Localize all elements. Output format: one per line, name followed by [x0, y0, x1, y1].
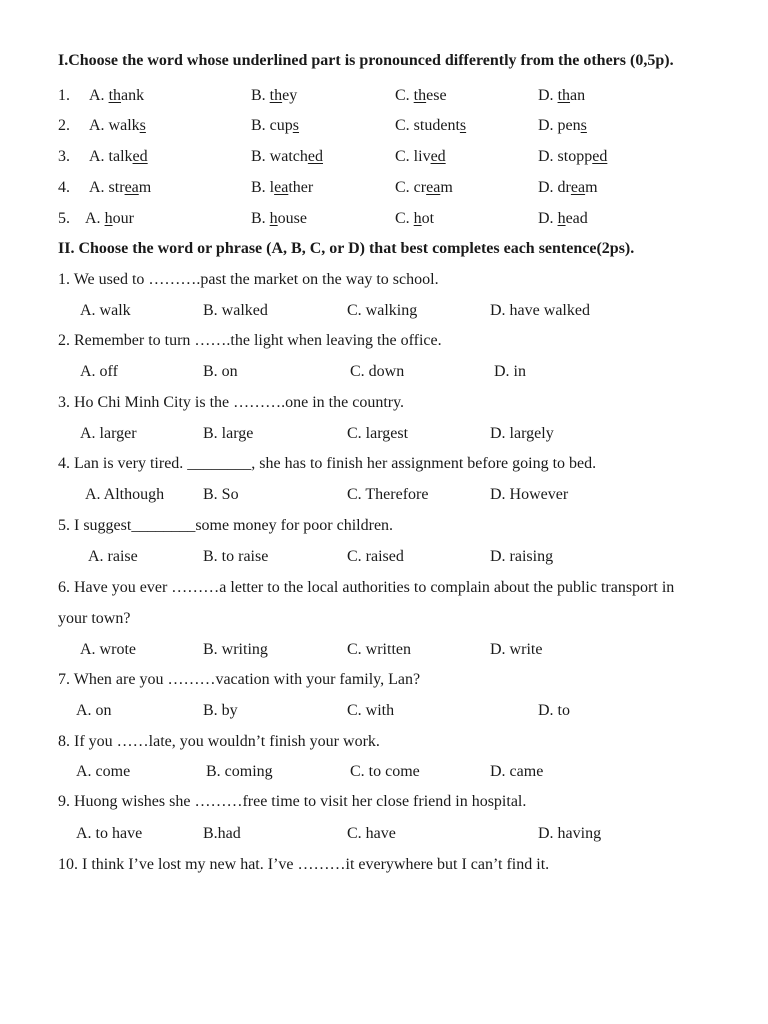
option-b: B. coming — [206, 763, 273, 780]
option-a: A. come — [76, 763, 131, 780]
option-d: D. write — [490, 641, 543, 658]
option-c: C. these — [395, 87, 447, 104]
question-8-stem: 8. If you ……late, you wouldn’t finish your work. — [58, 733, 380, 750]
question-4-stem: 4. Lan is very tired. ________, she has to finish her assignment before going to bed. — [58, 455, 597, 472]
question-2-stem: 2. Remember to turn …….the light when leaving the office. — [58, 332, 442, 349]
option-d: D. to — [538, 702, 570, 719]
question-5-stem: 5. I suggest________some money for poor children. — [58, 517, 394, 534]
question-1-stem: 1. We used to ……….past the market on the way to school. — [58, 271, 439, 288]
option-b: B. walked — [203, 302, 268, 319]
option-c: C. written — [347, 641, 411, 658]
option-c: C. down — [350, 363, 405, 380]
option-b: B. So — [203, 486, 239, 503]
option-c: C. Therefore — [347, 486, 429, 503]
option-d: D. in — [494, 363, 526, 380]
item-number: 1. — [58, 87, 70, 104]
option-b: B. to raise — [203, 548, 269, 565]
option-d: D. dream — [538, 179, 598, 196]
option-c: C. students — [395, 117, 467, 134]
option-a: A. stream — [89, 179, 152, 196]
option-a: A. off — [80, 363, 118, 380]
option-b: B. house — [251, 210, 307, 227]
option-a: A. Although — [85, 486, 165, 503]
question-6-stem: 6. Have you ever ………a letter to the local authorities to complain about the public transport in — [58, 579, 675, 596]
option-c: C. with — [347, 702, 395, 719]
question-9-stem: 9. Huong wishes she ………free time to visit her close friend in hospital. — [58, 793, 527, 810]
option-b: B. they — [251, 87, 298, 104]
question-10-stem: 10. I think I’ve lost my new hat. I’ve ………it everywhere but I can’t find it. — [58, 856, 550, 873]
option-c: C. to come — [350, 763, 420, 780]
question-3-stem: 3. Ho Chi Minh City is the ……….one in the country. — [58, 394, 405, 411]
item-number: 4. — [58, 179, 70, 196]
option-b: B. by — [203, 702, 238, 719]
option-a: A. wrote — [80, 641, 136, 658]
option-a: A. on — [76, 702, 112, 719]
question-6-stem-continued: your town? — [58, 610, 131, 627]
option-a: A. raise — [88, 548, 138, 565]
option-d: D. largely — [490, 425, 554, 442]
option-c: C. have — [347, 825, 396, 842]
option-a: A. talked — [89, 148, 148, 165]
option-d: D. head — [538, 210, 588, 227]
option-d: D. pens — [538, 117, 587, 134]
option-c: C. walking — [347, 302, 418, 319]
option-d: D. However — [490, 486, 569, 503]
option-b: B.had — [203, 825, 241, 842]
option-b: B. large — [203, 425, 254, 442]
item-number: 5. — [58, 210, 70, 227]
question-7-stem: 7. When are you ………vacation with your family, Lan? — [58, 671, 421, 688]
option-d: D. than — [538, 87, 586, 104]
option-a: A. thank — [89, 87, 145, 104]
option-c: C. lived — [395, 148, 446, 165]
option-d: D. raising — [490, 548, 554, 565]
option-b: B. leather — [251, 179, 314, 196]
option-b: B. watched — [251, 148, 323, 165]
option-c: C. raised — [347, 548, 404, 565]
option-a: A. walks — [89, 117, 146, 134]
option-b: B. writing — [203, 641, 268, 658]
option-a: A. larger — [80, 425, 137, 442]
section-1-heading: I.Choose the word whose underlined part is pronounced differently from the others (0,5p). — [58, 52, 674, 69]
option-b: B. cups — [251, 117, 300, 134]
item-number: 3. — [58, 148, 70, 165]
option-c: C. hot — [395, 210, 435, 227]
option-a: A. walk — [80, 302, 131, 319]
option-d: D. have walked — [490, 302, 590, 319]
option-b: B. on — [203, 363, 238, 380]
option-c: C. largest — [347, 425, 409, 442]
section-2-heading: II. Choose the word or phrase (A, B, C, or D) that best completes each sentence(2ps). — [58, 240, 635, 257]
option-d: D. came — [490, 763, 544, 780]
option-a: A. to have — [76, 825, 143, 842]
item-number: 2. — [58, 117, 70, 134]
option-a: A. hour — [85, 210, 134, 227]
option-d: D. stopped — [538, 148, 608, 165]
option-c: C. cream — [395, 179, 453, 196]
option-d: D. having — [538, 825, 602, 842]
